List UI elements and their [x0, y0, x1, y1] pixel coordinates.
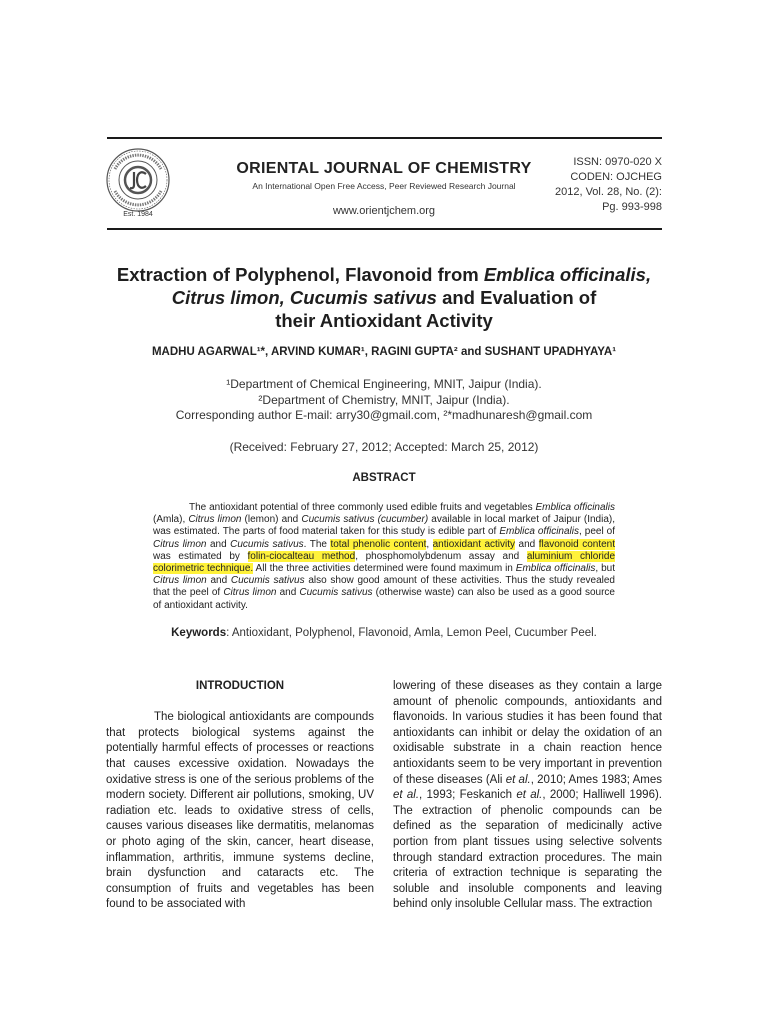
journal-logo — [105, 147, 171, 213]
header-top-rule — [107, 137, 662, 139]
introduction-paragraph-2: lowering of these diseases as they contain a large amount of phenolic compounds, antioxidants and flavonoids. In various studies it has been found that antioxidants can inhibit or delay the oxidation of an oxidisable substrate in a chain reaction hence antioxidants seem to be very important in prevention of these diseases (Ali et al., 2010; Ames 1983; Ames et al., 1993; Feskanich et al., 2000; Halliwell 1996). The extraction of phenolic compounds can be defined as the separation of medicinally active portion from plant tissues using selective solvents through standard extraction procedures. The main criteria of extraction technique is separating the soluble and insoluble components and leaving behind only insoluble Cellular mass. The extraction — [393, 680, 662, 911]
volume-issue: 2012, Vol. 28, No. (2): — [554, 186, 662, 198]
keywords — [100, 627, 668, 639]
journal-metadata — [530, 155, 662, 215]
coden: CODEN: OJCHEG — [570, 171, 662, 183]
journal-subtitle: An International Open Free Access, Peer Reviewed Research Journal — [252, 181, 516, 191]
journal-title: ORIENTAL JOURNAL OF CHEMISTRY — [236, 160, 532, 177]
received-accepted-dates: (Received: February 27, 2012; Accepted: March 25, 2012) — [229, 440, 539, 454]
corresponding-author: Corresponding author E-mail: arry30@gmail.com, ²*madhunaresh@gmail.com — [175, 408, 593, 422]
highlight-aluminium-chloride: aluminium chloride colorimetric technique. — [153, 550, 616, 575]
highlight-flavonoid-content: flavonoid content — [538, 538, 615, 550]
abstract-heading: ABSTRACT — [352, 472, 416, 484]
issn: ISSN: 0970-020 X — [573, 156, 662, 168]
column-right — [393, 679, 662, 913]
highlight-total-phenolic: total phenolic content — [330, 538, 427, 550]
abstract-body — [153, 502, 615, 612]
keywords-label: Keywords — [171, 627, 227, 639]
journal-website-link[interactable]: www.orientjchem.org — [332, 205, 436, 217]
affiliation-1: ¹Department of Chemical Engineering, MNIT, Jaipur (India). — [226, 377, 542, 391]
article-title: Extraction of Polyphenol, Flavonoid from Emblica officinalis, Citrus limon, Cucumis sativus and Evaluation of their Antioxidant Activity — [116, 264, 652, 331]
introduction-heading: INTRODUCTION — [195, 680, 285, 692]
highlight-folin-method: folin-ciocalteau method — [247, 550, 356, 562]
abstract-paragraph: The antioxidant potential of three commonly used edible fruits and vegetables Emblica officinalis (Amla), Citrus limon (lemon) and Cucumis sativus (cucumber) available in local market of Jaipur (India), was estimated. The parts of food material taken for this study is edible part of Emblica officinalis, peel of Citrus limon and Cucumis sativus. The total phenolic content, antioxidant activity and flavonoid content was estimated by folin-ciocalteau method, phosphomolybdenum assay and aluminium chloride colorimetric technique. All the three activities determined were found maximum in Emblica officinalis, but Citrus limon and Cucumis sativus also show good amount of these activities. Thus the study revealed that the peel of Citrus limon and Cucumis sativus (otherwise waste) can also be used as a good source of antioxidant activity. — [153, 502, 616, 611]
header-bottom-rule — [107, 228, 662, 230]
affiliations — [100, 377, 668, 424]
highlight-antioxidant-activity: antioxidant activity — [432, 538, 516, 550]
column-left — [106, 679, 374, 913]
established-year: Est. 1984 — [123, 211, 153, 218]
page-range: Pg. 993-998 — [602, 201, 662, 213]
affiliation-2: ²Department of Chemistry, MNIT, Jaipur (India). — [258, 392, 510, 407]
keywords-list: : Antioxidant, Polyphenol, Flavonoid, Amla, Lemon Peel, Cucumber Peel. — [226, 627, 597, 639]
author-list: MADHU AGARWAL¹*, ARVIND KUMAR¹, RAGINI GUPTA² and SUSHANT UPADHYAYA¹ — [151, 346, 617, 358]
introduction-paragraph-1: The biological antioxidants are compounds that protects biological systems against the potentially harmful effects of processes or reactions that causes excessive oxidation. Nowadays the oxidative stress is one of the serious problems of the modern society. Different air pollutions, smoking, UV radiation etc. leads to oxidative stress of cells, causes various diseases like dermatitis, melanomas or photo aging of the skin, cancer, heart disease, inflammation, arthritis, immune systems decline, brain dysfunction and cataracts etc. The consumption of fruits and vegetables has been found to be associated with — [106, 711, 374, 911]
